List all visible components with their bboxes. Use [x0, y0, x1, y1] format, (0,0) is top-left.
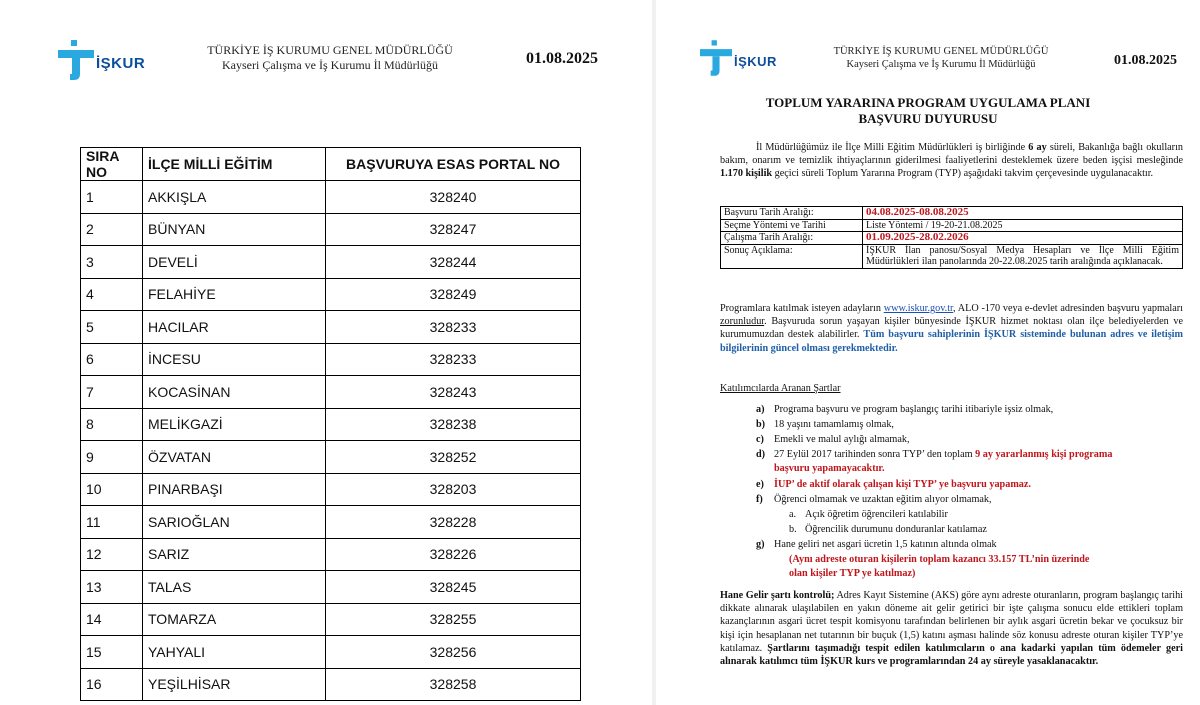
row-number: 3 — [81, 246, 143, 279]
row-number: 16 — [81, 668, 143, 701]
household-income-paragraph: Hane Gelir şartı kontrolü; Adres Kayıt Sistemine (AKS) göre aynı adreste oturanların, program başlangıç tarihi dikkate alınarak ulaşılabilen en yakın döneme ait gelir getirici bir işte çalışma sonucu elde ettikleri toplam kazançlarının asgari ücret tespit komisyonu tarafından belirlenen bir aylık asgari ücretin bekar ve çocuksuz bir kişi için hesaplanan net tutarının bir buçuk (1,5) katını aşması halinde söz konusu adreste oturan kişiler TYP’ye katılamaz. Şartlarını taşımadığı tespit edilen katılımcıların o ana kadarki yapılan tüm ödemeler geri alınarak katılımcı tüm İŞKUR kurs ve programlarından 24 ay süreyle yasaklanacaktır. — [720, 590, 1183, 668]
row-number: 6 — [81, 343, 143, 376]
work-dates: 01.09.2025-28.02.2026 — [863, 232, 1183, 245]
portal-number: 328243 — [326, 376, 581, 409]
district-name: SARIOĞLAN — [143, 506, 326, 539]
schedule-label: Çalışma Tarih Aralığı: — [721, 232, 863, 245]
portal-number: 328203 — [326, 473, 581, 506]
table-row — [81, 376, 581, 409]
org-header — [180, 43, 480, 73]
iskur-website-link[interactable]: www.iskur.gov.tr — [883, 303, 954, 314]
portal-number: 328258 — [326, 668, 581, 701]
table-row — [81, 213, 581, 246]
row-number: 9 — [81, 441, 143, 474]
district-name: YAHYALI — [143, 636, 326, 669]
schedule-table — [720, 206, 1183, 269]
row-number: 11 — [81, 506, 143, 539]
row-number: 7 — [81, 376, 143, 409]
table-row — [81, 506, 581, 539]
org-office: Kayseri Çalışma ve İş Kurumu İl Müdürlüğü — [222, 58, 438, 72]
district-name: ÖZVATAN — [143, 441, 326, 474]
schedule-row — [721, 244, 1183, 268]
intro-paragraph: İl Müdürlüğümüz ile İlçe Milli Eğitim Müdürlükleri iş birliğinde 6 ay süreli, Bakanlığa bağlı okulların bakım, onarım ve temizlik ihtiyaçlarının giderilmesi faaliyetlerini desteklemek üzere beden işçisi mesleğinde 1.170 kişilik geçici süreli Toplum Yararına Program (TYP) aşağıdaki takvim çerçevesinde uygulanacaktır. — [720, 142, 1183, 180]
table-row — [81, 571, 581, 604]
document-date: 01.08.2025 — [1114, 53, 1177, 68]
contact-info-note: Tüm başvuru sahiplerinin İŞKUR sisteminde bulunan adres ve iletişim bilgilerinin güncel olması gerekmektedir. — [720, 329, 1183, 354]
org-name: TÜRKİYE İŞ KURUMU GENEL MÜDÜRLÜĞÜ — [833, 46, 1049, 57]
application-paragraph: Programlara katılmak isteyen adayların www.iskur.gov.tr, ALO -170 veya e-devlet adresinden başvuru yapmaları zorunludur. Başvuruda sorun yaşayan kişiler bünyesinde İŞKUR hizmet noktası olan ilçe belediyelerden ve kurumumuzdan destek alabilirler. Tüm başvuru sahiplerinin İŞKUR sisteminde bulunan adres ve iletişim bilgilerinin güncel olması gerekmektedir. — [720, 303, 1183, 354]
schedule-row — [721, 207, 1183, 220]
column-header-portal-no: BAŞVURUYA ESAS PORTAL NO — [326, 148, 581, 181]
portal-number: 328226 — [326, 538, 581, 571]
portal-number: 328249 — [326, 278, 581, 311]
portal-number: 328252 — [326, 441, 581, 474]
column-header-no: SIRA NO — [81, 148, 143, 181]
row-number: 1 — [81, 181, 143, 214]
row-number: 2 — [81, 213, 143, 246]
portal-number: 328255 — [326, 603, 581, 636]
table-row — [81, 278, 581, 311]
logo-text: İŞKUR — [96, 54, 146, 72]
portal-number: 328244 — [326, 246, 581, 279]
portal-number: 328228 — [326, 506, 581, 539]
table-row — [81, 311, 581, 344]
announcement-page: İŞKUR TÜRKİYE İŞ KURUMU GENEL MÜDÜRLÜĞÜ Kayseri Çalışma ve İş Kurumu İl Müdürlüğü 01.08.2025 TOPLUM YARARINA PROGRAM UYGULAMA PLANI BAŞVURU DUYURUSU İl Müdürlüğümüz ile İlçe Milli Eğitim Müdürlükleri iş birliğinde 6 ay süreli, Bakanlığa bağlı okulların bakım, onarım ve temizlik ihtiyaçlarının giderilmesi faaliyetlerini desteklemek üzere beden işçisi mesleğinde 1.170 kişilik geçici süreli Toplum Yararına Program (TYP) aşağıdaki takvim çerçevesinde uygulanacaktır. Başvuru Tarih Aralığı: 04.08.2025-08.08.2025 Seçme Yöntemi ve Tarihi Liste Yöntemi / 19-20-21.08.2025 Çalışma Tarih Aralığı: 01.09.2025-28.02.2026 Sonuç Açıklama: İŞKUR İlan panosu/Sosyal Medya Hesapları ve İlçe Milli Eğitim Müdürlükleri ilan panolarında 20-22.08.2025 tarih aralığında açıklanacak. Programlara katılmak isteyen adayların www.iskur.gov.tr, ALO -170 veya e-devlet adresinden başvuru yapmaları zorunludur. Başvuruda sorun yaşayan kişiler bünyesinde İŞKUR hizmet noktası olan ilçe belediyelerden ve kurumumuzdan destek alabilirler. Tüm başvuru sahiplerinin İŞKUR sisteminde bulunan adres ve iletişim bilgilerinin güncel olması gerekmektedir. Katılımcılarda Aranan Şartlar a) Programa başvuru ve program başlangıç tarihi itibariyle işsiz olmak, b) 18 yaşını tamamlamış olmak, c) Emekli ve malul aylığı almamak, d) 27 Eylül 2017 tarihinden sonra TYP’ den toplam 9 ay yararlanmış kişi programa başvuru yapamayacaktır. e) İUP’ de aktif olarak çalışan kişi TYP’ ye başvuru yapamaz. f) Öğrenci olmamak ve uzaktan eğitim alıyor olmamak, a. Açık öğretim öğrencileri katılabilir b. Öğrencilik durumunu donduranlar katılamaz g) Hane geliri net asgari ücretin 1,5 katının altında olmak (Aynı adreste oturan kişilerin toplam kazancı 33.157 TL’nin üzerinde olan kişiler TYP ye katılmaz) Hane Gelir şartı kontrolü; Adres Kayıt Sistemine (AKS) göre aynı adreste oturanların, program başlangıç tarihi dikkate alınarak ulaşılabilen en yakın döneme ait gelir getirici bir işte çalışma sonucu elde ettikleri toplam kazançlarının asgari ücret tespit komisyonu tarafından belirlenen bir aylık asgari ücretin bekar ve çocuksuz bir kişi için hesaplanan net tutarının bir buçuk (1,5) katını aşması halinde söz konusu adreste oturan kişiler TYP’ye katılamaz. Şartlarını taşımadığı tespit edilen katılımcıların o ana kadarki yapılan tüm ödemeler geri alınarak katılımcı tüm İŞKUR kurs ve programlarından 24 ay süreyle yasaklanacaktır. — [656, 0, 1200, 705]
table-row — [81, 473, 581, 506]
title-line-1: TOPLUM YARARINA PROGRAM UYGULAMA PLANI — [765, 95, 1091, 110]
iskur-logo — [58, 40, 145, 80]
district-name: BÜNYAN — [143, 213, 326, 246]
iskur-logo-icon — [700, 40, 732, 76]
logo-text: İŞKUR — [734, 53, 777, 69]
district-name: İNCESU — [143, 343, 326, 376]
title-line-2: BAŞVURU DUYURUSU — [858, 111, 998, 126]
portal-number: 328247 — [326, 213, 581, 246]
district-name: YEŞİLHİSAR — [143, 668, 326, 701]
row-number: 4 — [81, 278, 143, 311]
org-header — [806, 45, 1076, 71]
schedule-row — [721, 232, 1183, 245]
document-date: 01.08.2025 — [526, 50, 598, 67]
schedule-label: Sonuç Açıklama: — [721, 244, 863, 268]
portal-number: 328245 — [326, 571, 581, 604]
table-row — [81, 636, 581, 669]
district-name: DEVELİ — [143, 246, 326, 279]
row-number: 14 — [81, 603, 143, 636]
table-row — [81, 603, 581, 636]
district-portal-table — [80, 147, 581, 701]
org-name: TÜRKİYE İŞ KURUMU GENEL MÜDÜRLÜĞÜ — [207, 43, 453, 57]
org-office: Kayseri Çalışma ve İş Kurumu İl Müdürlüğü — [846, 59, 1036, 71]
portal-number: 328240 — [326, 181, 581, 214]
table-row — [81, 668, 581, 701]
announcement-title — [656, 95, 1200, 127]
row-number: 10 — [81, 473, 143, 506]
selection-method: Liste Yöntemi / 19-20-21.08.2025 — [863, 219, 1183, 232]
table-row — [81, 441, 581, 474]
district-name: TOMARZA — [143, 603, 326, 636]
table-row — [81, 181, 581, 214]
portal-number: 328238 — [326, 408, 581, 441]
column-header-district: İLÇE MİLLİ EĞİTİM — [143, 148, 326, 181]
iskur-logo-icon — [58, 40, 94, 80]
portal-number: 328256 — [326, 636, 581, 669]
district-name: MELİKGAZİ — [143, 408, 326, 441]
iskur-logo — [700, 40, 777, 76]
row-number: 13 — [81, 571, 143, 604]
row-number: 5 — [81, 311, 143, 344]
district-name: KOCASİNAN — [143, 376, 326, 409]
requirements-heading: Katılımcılarda Aranan Şartlar — [720, 383, 841, 394]
table-row — [81, 343, 581, 376]
schedule-row — [721, 219, 1183, 232]
portal-number: 328233 — [326, 311, 581, 344]
table-row — [81, 246, 581, 279]
district-name: HACILAR — [143, 311, 326, 344]
application-dates: 04.08.2025-08.08.2025 — [863, 207, 1183, 220]
row-number: 12 — [81, 538, 143, 571]
schedule-label: Seçme Yöntemi ve Tarihi — [721, 219, 863, 232]
district-name: TALAS — [143, 571, 326, 604]
row-number: 8 — [81, 408, 143, 441]
district-name: AKKIŞLA — [143, 181, 326, 214]
table-row — [81, 408, 581, 441]
district-name: SARIZ — [143, 538, 326, 571]
schedule-label: Başvuru Tarih Aralığı: — [721, 207, 863, 220]
result-announcement: İŞKUR İlan panosu/Sosyal Medya Hesapları ve İlçe Milli Eğitim Müdürlükleri ilan panolarında 20-22.08.2025 tarih aralığında açıklanacak. — [863, 244, 1183, 268]
sanction-note: Şartlarını taşımadığı tespit edilen katılımcıların o ana kadarki yapılan tüm ödemeler geri alınarak katılımcı tüm İŞKUR kurs ve programlarından 24 ay süreyle yasaklanacaktır. — [720, 642, 1183, 668]
district-name: PINARBAŞI — [143, 473, 326, 506]
row-number: 15 — [81, 636, 143, 669]
table-header-row — [81, 148, 581, 181]
table-row — [81, 538, 581, 571]
portal-number: 328233 — [326, 343, 581, 376]
district-name: FELAHİYE — [143, 278, 326, 311]
